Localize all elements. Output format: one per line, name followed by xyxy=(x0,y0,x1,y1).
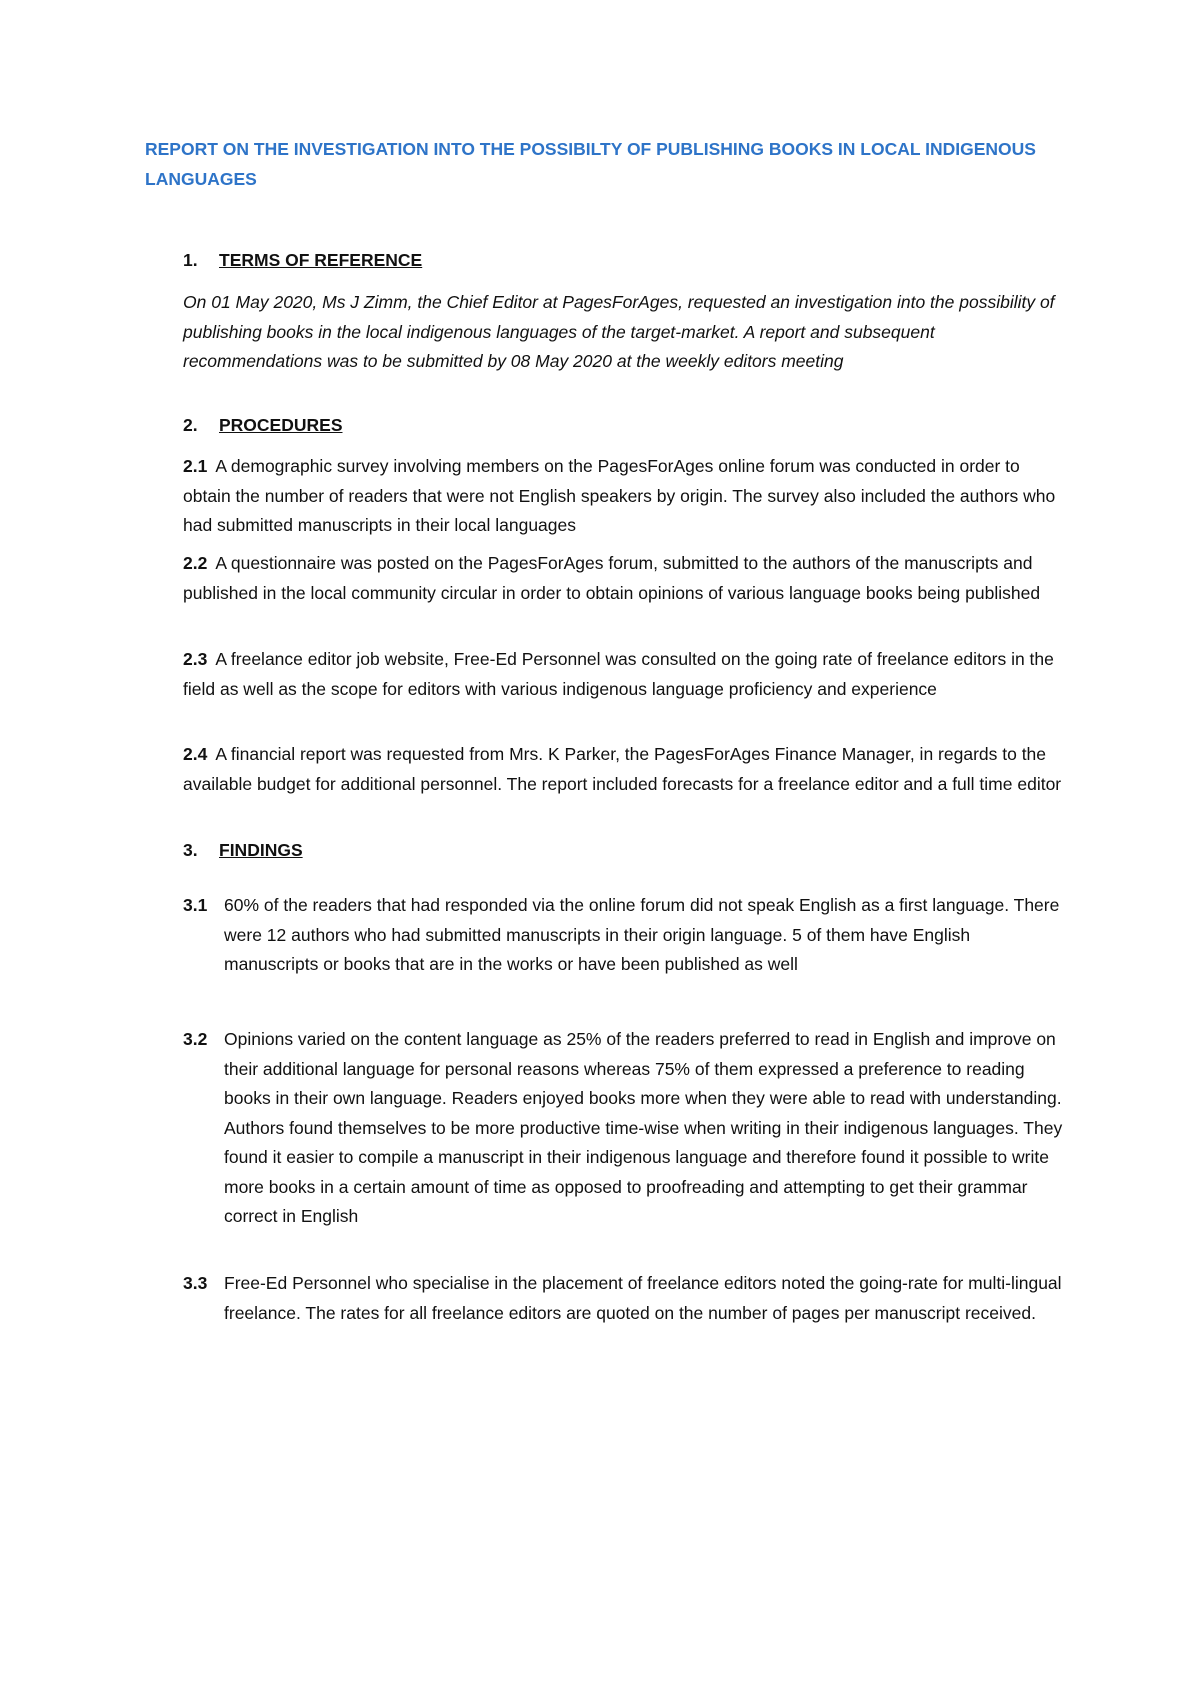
item-text: A financial report was requested from Mrs. K Parker, the PagesForAges Finance Manager, in regards to the available budget for additional personnel. The report included forecasts for a freelance editor and a full time editor xyxy=(183,744,1062,794)
item-number: 3.2 xyxy=(183,1029,208,1049)
section-heading-procedures xyxy=(183,411,343,441)
item-text: A demographic survey involving members on the PagesForAges online forum was conducted in order to obtain the number of readers that were not English speakers by origin. The survey also included the authors who had submitted manuscripts in their local languages xyxy=(183,456,1056,535)
procedure-item xyxy=(183,452,1063,541)
item-text: A freelance editor job website, Free-Ed Personnel was consulted on the going rate of freelance editors in the field as well as the scope for editors with various indigenous language proficiency and experience xyxy=(183,649,1054,699)
item-text: Free-Ed Personnel who specialise in the placement of freelance editors noted the going-rate for multi-lingual freelance. The rates for all freelance editors are quoted on the number of pages per manuscript received. xyxy=(224,1273,1062,1323)
procedure-item xyxy=(183,740,1063,799)
section-title: FINDINGS xyxy=(219,840,303,860)
section-number: 3. xyxy=(183,840,198,860)
section-heading-terms-of-reference xyxy=(183,246,422,276)
item-text: 60% of the readers that had responded via the online forum did not speak English as a first language. There were 12 authors who had submitted manuscripts in their origin language. 5 of them have English manuscripts or books that are in the works or have been published as well xyxy=(224,895,1060,974)
finding-item xyxy=(183,1025,1063,1232)
item-text: A questionnaire was posted on the PagesForAges forum, submitted to the authors of the manuscripts and published in the local community circular in order to obtain opinions of various language books being published xyxy=(183,553,1041,603)
terms-of-reference-body: On 01 May 2020, Ms J Zimm, the Chief Editor at PagesForAges, requested an investigation into the possibility of publishing books in the local indigenous languages of the target-market. A report and subsequent recommendations was to be submitted by 08 May 2020 at the weekly editors meeting xyxy=(183,292,1055,371)
item-number: 2.2 xyxy=(183,553,208,573)
section-number: 1. xyxy=(183,250,198,270)
section-heading-findings xyxy=(183,836,303,866)
section-number: 2. xyxy=(183,415,198,435)
procedure-item xyxy=(183,645,1063,704)
report-title: REPORT ON THE INVESTIGATION INTO THE POSSIBILTY OF PUBLISHING BOOKS IN LOCAL INDIGENOUS LANGUAGES xyxy=(145,139,1036,189)
item-number: 2.3 xyxy=(183,649,208,669)
finding-item xyxy=(183,891,1063,980)
item-number: 2.1 xyxy=(183,456,208,476)
procedure-item xyxy=(183,549,1063,608)
item-number: 2.4 xyxy=(183,744,208,764)
item-number: 3.3 xyxy=(183,1273,208,1293)
section-title: PROCEDURES xyxy=(219,415,343,435)
item-number: 3.1 xyxy=(183,895,208,915)
finding-item xyxy=(183,1269,1063,1328)
item-text: Opinions varied on the content language as 25% of the readers preferred to read in English and improve on their additional language for personal reasons whereas 75% of them expressed a preference to reading books in their own language. Readers enjoyed books more when they were able to read with understanding. Authors found themselves to be more productive time-wise when writing in their indigenous languages. They found it easier to compile a manuscript in their indigenous language and therefore found it possible to write more books in a certain amount of time as opposed to proofreading and attempting to get their grammar correct in English xyxy=(224,1029,1063,1226)
section-title: TERMS OF REFERENCE xyxy=(219,250,423,270)
